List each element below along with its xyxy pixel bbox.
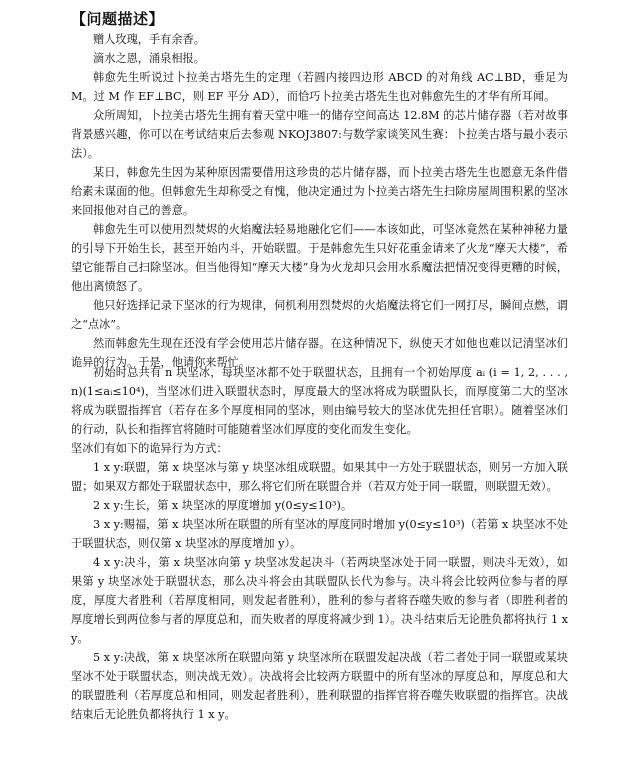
story-paragraph: 然而韩愈先生现在还没有学会使用芯片储存器。在这种情况下，纵使天才如他也难以记清坚冰们诡异的行为。于是，他请你来帮忙。	[71, 337, 568, 369]
story-section	[71, 30, 568, 372]
story-paragraph: 韩愈先生听说过卜拉美古塔先生的定理（若圆内接四边形 ABCD 的对角线 AC⊥BD，垂足为 M。过 M 作 EF⊥BC，则 EF 平分 AD），而恰巧卜拉美古塔先生也对韩愈先生的才华有所耳闻。	[71, 71, 568, 103]
story-paragraph: 韩愈先生可以使用烈焚烬的火焰魔法轻易地融化它们——本该如此，可坚冰竟然在某种神秘力量的引导下开始生长，甚至开始内斗，开始联盟。于是韩愈先生只好花重金请来了火龙“摩天大楼”，希望它能帮自己扫除坚冰。但当他得知“摩天大楼”身为火龙却只会用水系魔法把情况变得更糟的时候，他出离愤怒了。	[71, 223, 568, 293]
story-paragraph: 某日，韩愈先生因为某种原因需要借用这珍贵的芯片储存器，而卜拉美古塔先生也愿意无条件借给素未谋面的他。但韩愈先生却称受之有愧，他决定通过为卜拉美古塔先生扫除房屋周围积累的坚冰来回报他对自己的善意。	[71, 166, 568, 217]
rule-item: 5 x y:决战，第 x 块坚冰所在联盟向第 y 块坚冰所在联盟发起决战（若二者处于同一联盟或某块坚冰不处于联盟状态，则决战无效）。决战将会比较两方联盟中的所有坚冰的厚度总和，厚度总和大的联盟胜利（若厚度总和相同，则发起者胜利），胜利联盟的指挥官将吞噬失败联盟的指挥官。决战结束后无论胜负都将执行 1 x y。	[71, 651, 568, 721]
story-paragraph: 众所周知，卜拉美古塔先生拥有着天堂中唯一的储存空间高达 12.8M 的芯片储存器（若对故事背景感兴趣，你可以在考试结束后去参观 NKOJ3807:与数学家谈笑风生赛：卜拉美古塔与最小表示法）。	[71, 109, 568, 160]
rule-item: 2 x y:生长，第 x 块坚冰的厚度增加 y(0≤y≤10³)。	[93, 499, 353, 512]
rules-lead: 坚冰们有如下的诡异行为方式：	[71, 442, 228, 455]
rule-item: 3 x y:赐福，第 x 块坚冰所在联盟的所有坚冰的厚度同时增加 y(0≤y≤10³)（若第 x 块坚冰不处于联盟状态，则仅第 x 块坚冰的厚度增加 y）。	[71, 518, 568, 550]
story-line: 赠人玫瑰，手有余香。	[93, 33, 205, 46]
rules-section	[71, 363, 568, 724]
rule-item: 1 x y:联盟，第 x 块坚冰与第 y 块坚冰组成联盟。如果其中一方处于联盟状态，则另一方加入联盟；如果双方都处于联盟状态中，那么将它们所在联盟合并（若双方处于同一联盟，则联盟无效）。	[71, 461, 568, 493]
rule-item: 4 x y:决斗，第 x 块坚冰向第 y 块坚冰发起决斗（若两块坚冰处于同一联盟，则决斗无效），如果第 y 块坚冰处于联盟状态，那么决斗将会由其联盟队长代为参与。决斗将会比较两位参与者的厚度，厚度大者胜利（若厚度相同，则发起者胜利），胜利的参与者将吞噬失败的参与者（即胜利者的厚度增长到两位参与者的厚度总和，而失败者的厚度将减少到 1）。决斗结束后无论胜负都将执行 1 x y。	[71, 556, 568, 645]
section-heading: 【问题描述】	[71, 10, 165, 28]
rules-intro: 初始时总共有 n 块坚冰，每块坚冰都不处于联盟状态，且拥有一个初始厚度 aᵢ (i = 1, 2, . . . , n)(1≤aᵢ≤10⁴)，当坚冰们进入联盟状态时，厚度最大的坚冰将成为联盟队长，而厚度第二大的坚冰将成为联盟指挥官（若存在多个厚度相同的坚冰，则由编号较大的坚冰优先担任官职）。随着坚冰们的行动，队长和指挥官将随时可能随着坚冰们厚度的变化而发生变化。	[71, 366, 568, 436]
story-paragraph: 他只好选择记录下坚冰的行为规律，伺机利用烈焚烬的火焰魔法将它们一网打尽，瞬间点燃，谓之“点冰”。	[71, 299, 568, 331]
story-line: 滴水之恩，涌泉相报。	[93, 52, 205, 65]
